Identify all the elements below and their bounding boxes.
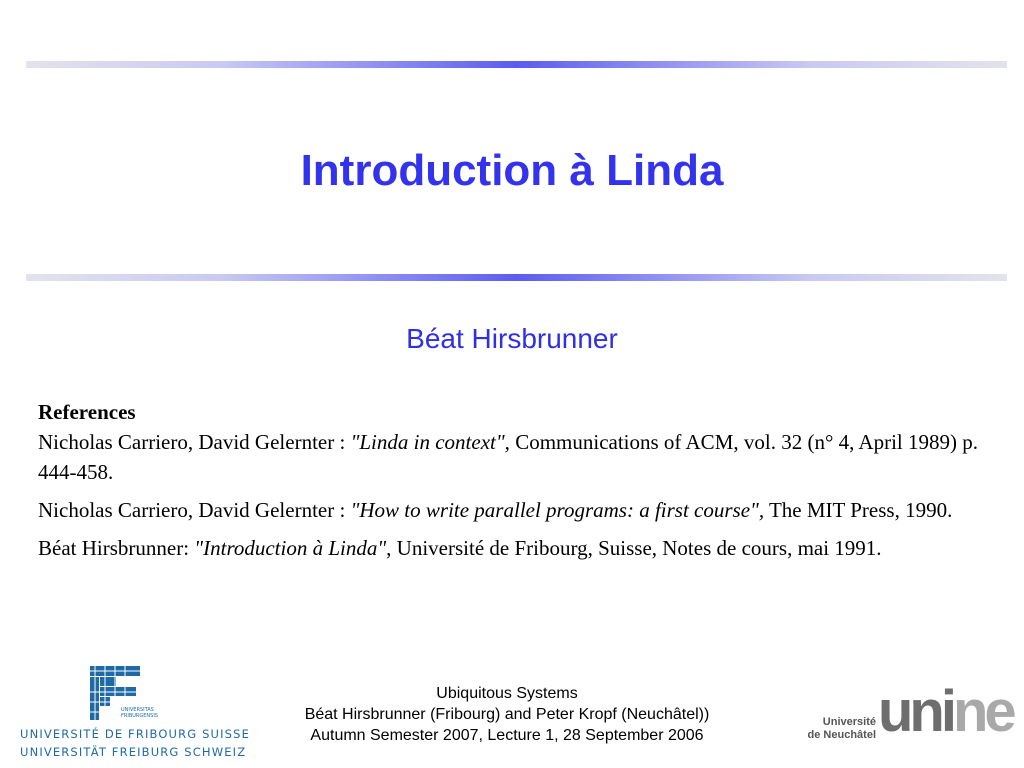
- reference-item: [38, 495, 983, 525]
- fribourg-logo: [10, 665, 250, 765]
- reference-details: Communications of ACM, vol. 32 (n° 4, April 1989) p. 444-458.: [38, 430, 978, 484]
- unine-mark: unine: [878, 679, 1013, 744]
- reference-item: [38, 427, 983, 487]
- seal-text-2: FRIBURGENSIS: [121, 713, 158, 719]
- footer-authors: Béat Hirsbrunner (Fribourg) and Peter Kropf (Neuchâtel)): [304, 706, 710, 723]
- fribourg-f-icon: [10, 665, 220, 723]
- reference-authors: Béat Hirsbrunner:: [38, 536, 195, 560]
- reference-authors: Nicholas Carriero, David Gelernter :: [38, 498, 351, 522]
- slide-footer: [237, 683, 777, 746]
- reference-item: [38, 533, 983, 563]
- bottom-divider: [26, 274, 1007, 281]
- fribourg-line-fr: UNIVERSITÉ DE FRIBOURG SUISSE: [20, 727, 250, 741]
- reference-work: "How to write parallel programs: a first course",: [350, 498, 765, 522]
- neuchatel-text-2: de Neuchâtel: [807, 729, 876, 741]
- fribourg-line-de: UNIVERSITÄT FREIBURG SCHWEIZ: [20, 745, 247, 759]
- seal-text-1: UNIVERSITAS: [121, 707, 154, 713]
- reference-work: "Linda in context",: [350, 430, 510, 454]
- references-heading: References: [38, 400, 136, 424]
- reference-authors: Nicholas Carriero, David Gelernter :: [38, 430, 351, 454]
- slide-title: Introduction à Linda: [300, 146, 724, 195]
- reference-details: , Université de Fribourg, Suisse, Notes de cours, mai 1991.: [386, 536, 882, 560]
- reference-details: The MIT Press, 1990.: [764, 498, 953, 522]
- references-section: [38, 397, 983, 571]
- footer-semester: Autumn Semester 2007, Lecture 1, 28 September 2006: [310, 727, 704, 744]
- top-divider: [26, 61, 1007, 68]
- slide-author: Béat Hirsbrunner: [406, 323, 618, 354]
- footer-course: Ubiquitous Systems: [436, 685, 578, 702]
- neuchatel-text-1: Université: [822, 716, 876, 728]
- neuchatel-logo: [800, 679, 1015, 750]
- reference-work: "Introduction à Linda": [194, 536, 387, 560]
